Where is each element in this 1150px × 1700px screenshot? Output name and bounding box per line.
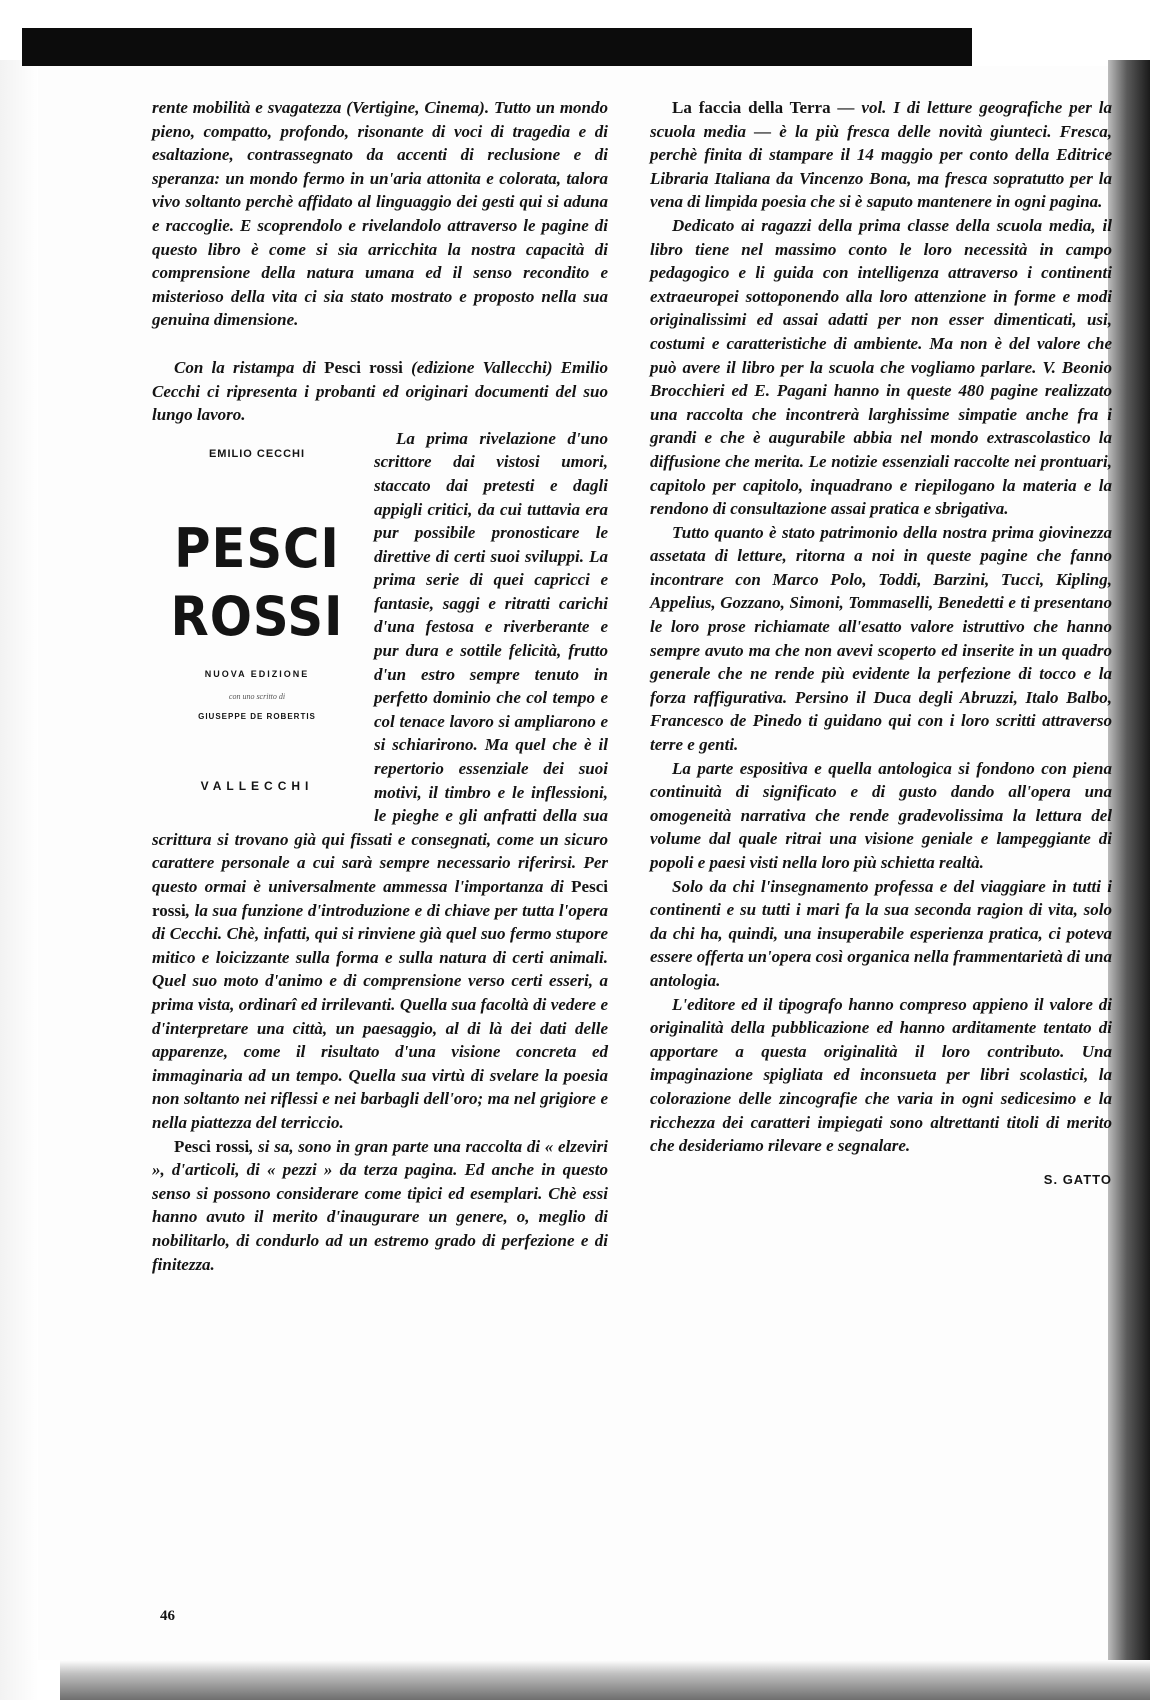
reviewed-book-title: La faccia della Terra — [672, 98, 831, 117]
cover-editor: GIUSEPPE DE ROBERTIS — [198, 711, 316, 721]
right-paragraph-5: Solo da chi l'insegnamento professa e del viaggiare in tutti i continenti e su tutti i mari fa la sua seconda ragion di vita, solo da chi ha, quindi, una insuperabile esperienza pratica, ci poteva essere offerta un'opera così organica nella frammentarietà di una antologia. — [650, 876, 1112, 990]
cover-title-line-1: PESCI — [174, 516, 340, 580]
cover-author: EMILIO CECCHI — [208, 447, 306, 460]
book-title-ref: Pesci rossi — [324, 357, 403, 377]
right-paragraph-1 — [650, 96, 1112, 214]
cover-note: con uno scritto di — [228, 691, 286, 701]
left-paragraph-1: rente mobilità e svagatezza (Vertigine, Cinema). Tutto un mondo pieno, compatto, profondo, risonante di voci di tragedia e di esaltazione, contrassegnato da accenti di reclusione e di speranza: un mondo fermo in un'aria attonita e colorata, talora vivo soltanto perchè affidato al linguaggio dei gesti qui si aduna e raccoglie. E scoprendolo e rivelandolo attraverso le pagine di questo libro è come si sia arricchita la nostra capacità di comprensione della natura umana ed il senso recondito e misterioso della vita ci sia stato mostrato e proposto nella sua genuina dimensione. — [152, 98, 608, 330]
right-paragraph-4: La parte espositiva e quella antologica si fondono con piena continuità di significato e di gusto dando all'opera una omogeneità narrativa che rende gradevolissima la lettura del volume dal quale ritrai una visione geniale e lampeggiante di popoli e paesi visti nella loro più schietta realtà. — [650, 758, 1112, 872]
cover-edition: NUOVA EDIZIONE — [204, 668, 310, 679]
right-paragraph-6: L'editore ed il tipografo hanno compreso appieno il valore di originalità della pubblicazione ed hanno arditamente tentato di apportare a questa originalità il loro contributo. Una impaginazione spigliata ed inconsueta per libri scolastici, la colorazione delle zincografie che varia in ogni sedicesimo e la ricchezza dei caratteri impiegati sono altrettanti titoli di merito che desideriamo rilevare e segnalare. — [650, 994, 1112, 1156]
para4-rest: , si sa, sono in gran parte una raccolta di « elzeviri », d'articoli, di « pezzi » da terza pagina. Ed anche in questo senso si possono considerare come tipici ed esemplari. Chè essi hanno avuto il merito d'inaugurare un genere, o, meglio di nobilitarlo, di condurlo ad un estremo grado di perfezione e di finitezza. — [152, 1136, 608, 1274]
cover-title — [160, 515, 353, 651]
right-paragraph-3: Tutto quanto è stato patrimonio della nostra prima giovinezza assetata di letture, ritorna a noi in queste pagine che fanno incontrare con Marco Polo, Toddi, Barzini, Tucci, Kipling, Appelius, Gozzano, Simoni, Tommaselli, Benedetti e ti presentano le loro prose richiamate all'esatto valore istruttivo che hanno sempre avuto ma che non avevi scoperto ed inserite in un quadro generale che ne rende più evidente la perfezione di tocco e la forza raffigurativa. Persino il Duca degli Abruzzi, Italo Balbo, Francesco de Pinedo ti guidano qui con i loro scritti attraverso terre e genti. — [650, 522, 1112, 755]
left-paragraph-4 — [152, 1135, 608, 1277]
book-title-ref: Pesci rossi — [174, 1136, 250, 1156]
left-paragraph-2 — [152, 356, 608, 427]
author-signature: S. GATTO — [1043, 1171, 1112, 1187]
scan-bottom-shadow — [60, 1660, 1150, 1700]
para3-text: La prima rivelazione d'uno scrittore dai vistosi umori, staccato dai pretesti e dagli appigli critici, da cui tuttavia era pur possibile pronosticare le direttive di certi suoi sviluppi. La prima serie di quei capricci e fantasie, saggi e ritratti carichi d'una festosa e riverberante e pur dura e sottile felicità, frutto d'un estro sempre tenuto in perfetto dominio che col tempo e col tenace lavoro si ampliarono e si schiarirono. Ma quel che è il repertorio essenziale dei suoi motivi, il timbro e le inflessioni, le pieghe e gli anfratti della sua scrittura si trovano già qui fissati e consegnati, come un sicuro carattere personale a cui sarà sempre necessario riferirsi. Per questo ormai è universalmente ammessa l'importanza di — [152, 428, 608, 896]
para2-rest: (edizione Vallecchi) Emilio Cecchi ci ripresenta i probanti ed originari documenti del suo lungo lavoro. — [152, 357, 609, 425]
right-para1-rest: — vol. I di letture geografiche per la scuola media — è la più fresca delle novità giunteci. Fresca, perchè finita di stampare il 14 maggio per conto della Editrice Libraria Italiana da Vincenzo Bona, ma fresca sopratutto per la vena di limpida poesia che si è saputo mantenere in ogni pagina. — [650, 98, 1112, 212]
book-title-ref: Pesci rossi — [152, 877, 608, 920]
scan-right-shadow — [1108, 60, 1150, 1700]
right-column — [650, 96, 1112, 1191]
cover-publisher: VALLECCHI — [200, 778, 314, 793]
page-number: 46 — [160, 1608, 175, 1624]
right-paragraph-2: Dedicato ai ragazzi della prima classe della scuola media, il libro tiene nel massimo conto le loro necessità in campo pedagogico e li guida con intelligenza attraverso i continenti extraeuropei sottoponendo alla loro attenzione in forme e modi originalissimi ed assai adatti per non esser dimenticati, usi, costumi e caratteristiche di ambiente. Ma non è del valore che può avere il libro per la scuola che vogliamo parlare. V. Beonio Brocchieri ed E. Pagani hanno in queste 480 pagine realizzato una raccolta che incontrerà larghissime simpatie anche fra i grandi e che è augurabile abbia nel mondo extrascolastico la diffusione che merita. Le notizie essenziali raccolte nei prontuari, capitolo per capitolo, inquadrano e riepilogano la materia e la rendono di consultazione assai pratica e sbrigativa. — [650, 215, 1112, 519]
scan-top-border — [22, 28, 972, 66]
book-cover-image — [152, 429, 362, 819]
scan-left-edge — [0, 60, 38, 1700]
para2-intro: Con la ristampa di — [174, 357, 316, 377]
left-column — [152, 96, 608, 1276]
para3-rest: , la sua funzione d'introduzione e di chiave per tutta l'opera di Cecchi. Chè, infatti, qui si rinviene già quel suo fermo stupore mitico e loicizzante sulla forma e sulla natura di certi animali. Quel suo moto d'animo e di comprensione verso certi esseri, a prima vista, ordinarî ed irrilevanti. Quella sua facoltà di vedere e d'interpretare una città, un paesaggio, al di là dei dati delle apparenze, come il risultato d'una visione concreta ed immaginaria ad un tempo. Quella sua virtù di svelare la poesia non soltanto nei riflessi e nei barbagli dell'oro; ma nel grigiore e nella piattezza del terriccio. — [152, 900, 608, 1132]
cover-title-line-2: ROSSI — [170, 584, 344, 648]
